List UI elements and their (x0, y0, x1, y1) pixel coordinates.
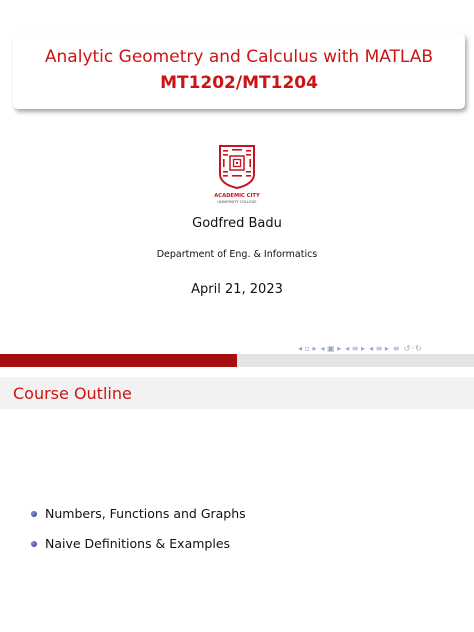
list-item-text: Numbers, Functions and Graphs (45, 506, 246, 521)
bullet-icon (31, 511, 37, 517)
slide-title: Analytic Geometry and Calculus with MATLAB (44, 47, 434, 67)
bullet-icon (31, 541, 37, 547)
course-code: MT1202/MT1204 (160, 73, 318, 93)
list-item-text: Naive Definitions & Examples (45, 536, 231, 551)
academic-city-logo (214, 144, 260, 210)
divider-remainder (237, 354, 474, 367)
nav-search-icon[interactable]: ↺◦↻ (403, 343, 422, 353)
title-box (13, 33, 465, 109)
outline-slide (0, 370, 474, 632)
nav-frame-left-icon[interactable]: ◂ ▫ ▸ (298, 343, 317, 353)
svg-text:ACADEMIC CITY: ACADEMIC CITY (214, 193, 260, 199)
nav-frame-right-icon[interactable]: ◂ ▣ ▸ (320, 343, 342, 353)
svg-text:UNIVERSITY COLLEGE: UNIVERSITY COLLEGE (217, 200, 257, 204)
nav-subsection-icon[interactable]: ◂ ≡ ▸ (345, 343, 366, 353)
nav-slide-icon[interactable]: ≡ (392, 343, 400, 353)
author-name: Godfred Badu (192, 216, 282, 231)
frame-title: Course Outline (13, 384, 132, 403)
institute: Department of Eng. & Informatics (156, 249, 318, 260)
nav-section-icon[interactable]: ◂ ≡ ▸ (369, 343, 389, 353)
list-item (31, 536, 230, 551)
outline-list (0, 370, 474, 632)
divider-progress (0, 354, 237, 367)
presentation-date: April 21, 2023 (191, 282, 283, 297)
list-item (31, 506, 246, 521)
beamer-navigation (298, 341, 474, 355)
